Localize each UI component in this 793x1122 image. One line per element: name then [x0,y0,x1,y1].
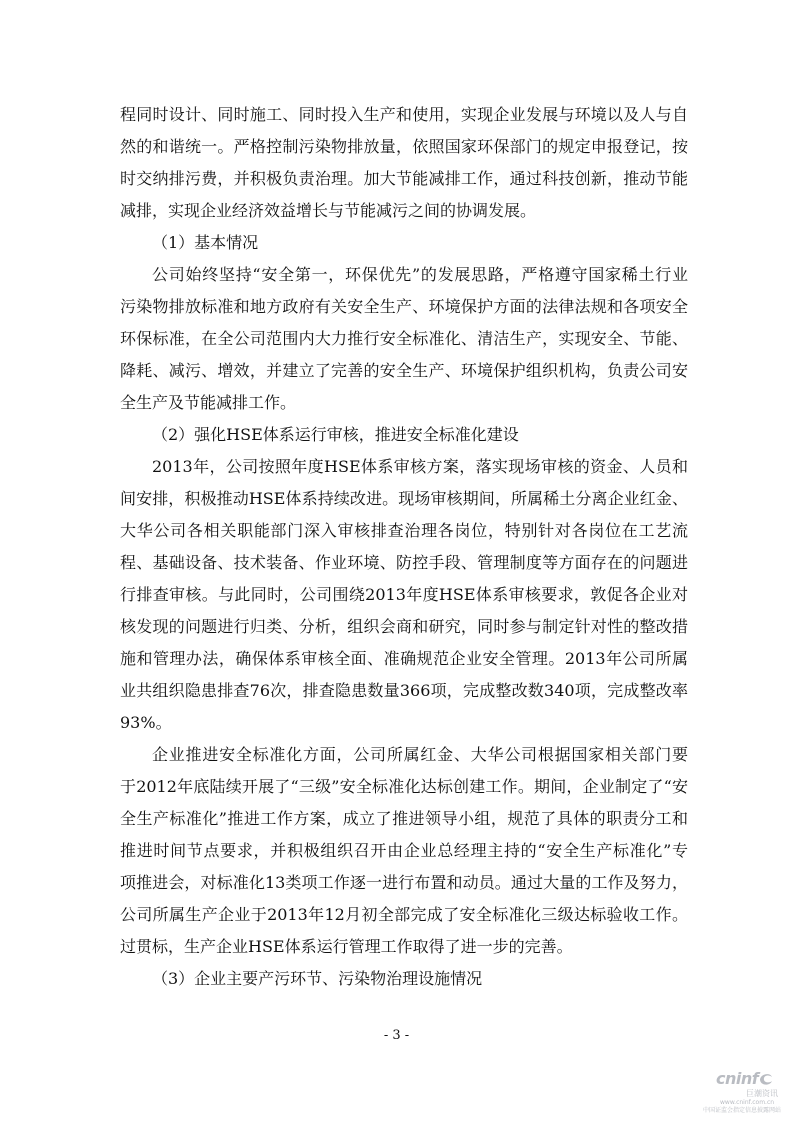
section-2-heading: （2）强化HSE体系运行审核，推进安全标准化建设 [152,425,519,444]
watermark-url: www.cninf.com.cn [720,1099,775,1106]
section-1-line: 全生产及节能减排工作。 [120,393,297,412]
watermark-logo-text: cninf [716,1069,759,1088]
intro-line: 然的和谐统一。严格控制污染物排放量，依照国家环保部门的规定申报登记，按 [120,137,688,156]
section-2-p2-line: 于2012年底陆续开展了“三级”安全标准化达标创建工作。期间，企业制定了“安 [120,777,688,796]
watermark-name: 巨潮资讯 [746,1089,778,1098]
swirl-logo-icon [758,1071,774,1087]
section-2-p1-line: 大华公司各相关职能部门深入审核排查治理各岗位，特别针对各岗位在工艺流 [120,521,688,540]
section-2-p2-line: 企业推进安全标准化方面，公司所属红金、大华公司根据国家相关部门要 [152,745,688,764]
section-1-line: 污染物排放标准和地方政府有关安全生产、环境保护方面的法律法规和各项安全 [120,297,688,316]
section-2-p1-line: 施和管理办法，确保体系审核全面、准确规范企业安全管理。2013年公司所属 [120,649,688,668]
section-2-p1-line: 程、基础设备、技术装备、作业环境、防控手段、管理制度等方面存在的问题进 [120,553,688,572]
section-2-p2-line: 项推进会，对标准化13类项工作逐一进行布置和动员。通过大量的工作及努力， [120,873,688,892]
section-1-line: 降耗、减污、增效，并建立了完善的安全生产、环境保护组织机构，负责公司安 [120,361,688,380]
intro-line: 程同时设计、同时施工、同时投入生产和使用，实现企业发展与环境以及人与自 [120,105,688,124]
section-1-heading: （1）基本情况 [152,233,259,252]
section-2-p1-line: 核发现的问题进行归类、分析，组织会商和研究，同时参与制定针对性的整改措 [120,617,688,636]
watermark-tagline: 中国证监会指定信息披露网站 [703,1107,782,1114]
intro-line: 时交纳排污费，并积极负责治理。加大节能减排工作，通过科技创新，推动节能 [120,169,688,188]
section-1-line: 公司始终坚持“安全第一，环保优先”的发展思路，严格遵守国家稀土行业 [152,265,688,284]
section-2-p2-line: 过贯标，生产企业HSE体系运行管理工作取得了进一步的完善。 [120,937,573,956]
page-number: - 3 - [383,1028,410,1043]
intro-line: 减排，实现企业经济效益增长与节能减污之间的协调发展。 [120,201,537,220]
section-1-line: 环保标准，在全公司范围内大力推行安全标准化、清洁生产，实现安全、节能、 [120,329,688,348]
section-2-p1-line: 间安排，积极推动HSE体系持续改进。现场审核期间，所属稀土分离企业红金、 [120,489,688,508]
section-2-p2-line: 公司所属生产企业于2013年12月初全部完成了安全标准化三级达标验收工作。 [120,905,688,924]
body-text [120,99,688,995]
section-2-p2-line: 推进时间节点要求，并积极组织召开由企业总经理主持的“安全生产标准化”专 [120,841,688,860]
section-2-p1-line: 2013年，公司按照年度HSE体系审核方案，落实现场审核的资金、人员和 [152,457,688,476]
section-2-p1-line: 业共组织隐患排查76次，排查隐患数量366项，完成整改数340项，完成整改率 [120,681,688,700]
section-2-p1-line: 93%。 [120,713,172,732]
section-2-p2-line: 全生产标准化”推进工作方案，成立了推进领导小组，规范了具体的职责分工和 [120,809,688,828]
cninf-watermark [700,1068,788,1118]
section-3-heading: （3）企业主要产污环节、污染物治理设施情况 [152,969,483,988]
section-2-p1-line: 行排查审核。与此同时，公司围绕2013年度HSE体系审核要求，敦促各企业对 [120,585,688,604]
